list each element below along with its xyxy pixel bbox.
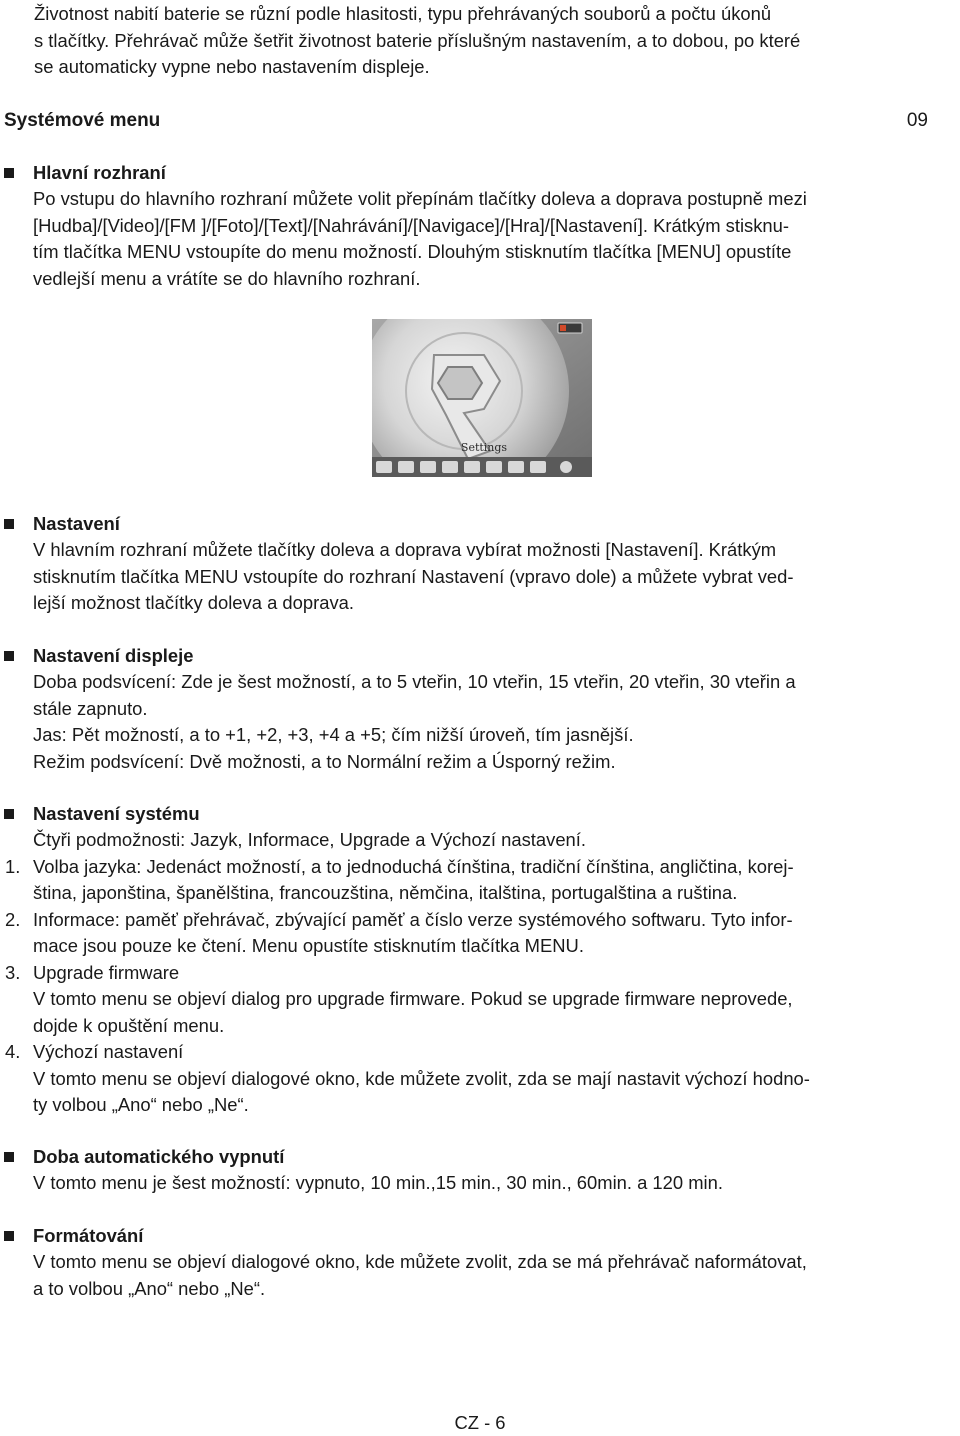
bullet-square-icon — [4, 651, 14, 661]
section-main-ui — [0, 160, 960, 292]
section-settings — [0, 511, 960, 617]
body-line: V hlavním rozhraní můžete tlačítky doleva a doprava vybírat možnosti [Nastavení]. Krátkým — [33, 539, 777, 560]
device-settings-screenshot — [372, 319, 592, 477]
body-line: stále zapnuto. — [33, 697, 148, 719]
section-auto-off — [0, 1144, 960, 1197]
body-line: a to volbou „Ano“ nebo „Ne“. — [33, 1277, 266, 1299]
item-number: 3. — [5, 961, 21, 983]
body-line: [Hudba]/[Video]/[FM ]/[Foto]/[Text]/[Nahrávání]/[Navigace]/[Hra]/[Nastavení]. Krátkým stisknu- — [33, 214, 790, 236]
screenshot-label: Settings — [460, 441, 508, 454]
body-line: V tomto menu se objeví dialogové okno, kde můžete zvolit, zda se mají nastavit výchozí hodno- — [33, 1067, 810, 1089]
section-system — [0, 801, 960, 1119]
bullet-square-icon — [4, 1231, 14, 1241]
section-title: Nastavení systému — [33, 803, 200, 824]
intro-line: s tlačítky. Přehrávač může šetřit životnost baterie příslušným nastavením, a to dobou, po které — [34, 29, 801, 51]
section-title: Hlavní rozhraní — [33, 162, 166, 183]
section-title: Nastavení — [33, 513, 120, 534]
intro-line: Životnost nabití baterie se různí podle hlasitosti, typu přehrávaných souborů a počtu úkonů — [34, 3, 772, 24]
body-line: lejší možnost tlačítky doleva a doprava. — [33, 592, 354, 613]
intro-line: se automaticky vypne nebo nastavením displeje. — [34, 56, 430, 77]
item-number: 4. — [5, 1041, 21, 1062]
numbered-item — [5, 960, 958, 1040]
body-line: vedlejší menu a vrátíte se do hlavního rozhraní. — [33, 267, 421, 289]
body-line: ty volbou „Ano“ nebo „Ne“. — [33, 1094, 249, 1115]
numbered-item — [5, 854, 958, 907]
body-line: Po vstupu do hlavního rozhraní můžete volit přepínám tlačítky doleva a doprava postupně mezi — [33, 188, 807, 209]
body-line: ština, japonština, španělština, francouzština, němčina, italština, portugalština a ruština. — [33, 882, 738, 903]
body-line: Informace: paměť přehrávač, zbývající paměť a číslo verze systémového softwaru. Tyto infor- — [33, 908, 793, 930]
page-footer: CZ - 6 — [454, 1412, 506, 1433]
body-line: Režim podsvícení: Dvě možnosti, a to Normální režim a Úsporný režim. — [33, 750, 616, 772]
item-number: 2. — [5, 908, 21, 930]
section-title: Formátování — [33, 1225, 144, 1246]
body-line: V tomto menu je šest možností: vypnuto, 10 min.,15 min., 30 min., 60min. a 120 min. — [33, 1172, 723, 1193]
item-number: 1. — [5, 855, 21, 877]
intro-paragraph — [34, 1, 934, 81]
toolbar-icons — [376, 461, 572, 473]
system-menu-title: Systémové menu — [4, 110, 161, 131]
body-line: tím tlačítka MENU vstoupíte do menu možností. Dlouhým stisknutím tlačítka [MENU] opustíte — [33, 241, 792, 262]
bullet-square-icon — [4, 519, 14, 529]
body-line: dojde k opuštění menu. — [33, 1014, 225, 1036]
numbered-item — [5, 1039, 958, 1119]
body-line: Upgrade firmware — [33, 961, 180, 983]
body-line: Jas: Pět možností, a to +1, +2, +3, +4 a +5; čím nižší úroveň, tím jasnější. — [33, 724, 634, 745]
body-line: Výchozí nastavení — [33, 1041, 184, 1062]
bullet-square-icon — [4, 1152, 14, 1162]
section-format — [0, 1223, 960, 1302]
body-line: Volba jazyka: Jedenáct možností, a to jednoduchá čínština, tradiční čínština, angličtina, korej- — [33, 855, 794, 877]
section-title: Doba automatického vypnutí — [33, 1146, 285, 1167]
bullet-square-icon — [4, 809, 14, 819]
body-line: V tomto menu se objeví dialog pro upgrade firmware. Pokud se upgrade firmware neprovede, — [33, 988, 793, 1009]
body-line: V tomto menu se objeví dialogové okno, kde můžete zvolit, zda se má přehrávač naformátovat, — [33, 1251, 807, 1272]
body-line: mace jsou pouze ke čtení. Menu opustíte stisknutím tlačítka MENU. — [33, 935, 584, 956]
system-menu-page-ref: 09 — [906, 110, 928, 131]
system-menu-heading-row — [4, 107, 928, 135]
section-display — [0, 643, 960, 775]
body-line: Čtyři podmožnosti: Jazyk, Informace, Upgrade a Výchozí nastavení. — [33, 829, 586, 850]
bullet-square-icon — [4, 168, 14, 178]
body-line: stisknutím tlačítka MENU vstoupíte do rozhraní Nastavení (vpravo dole) a můžete vybrat ved- — [33, 565, 794, 587]
body-line: Doba podsvícení: Zde je šest možností, a to 5 vteřin, 10 vteřin, 15 vteřin, 20 vteřin, 30 vteřin a — [33, 671, 796, 692]
section-title: Nastavení displeje — [33, 645, 194, 666]
numbered-item — [5, 907, 958, 960]
